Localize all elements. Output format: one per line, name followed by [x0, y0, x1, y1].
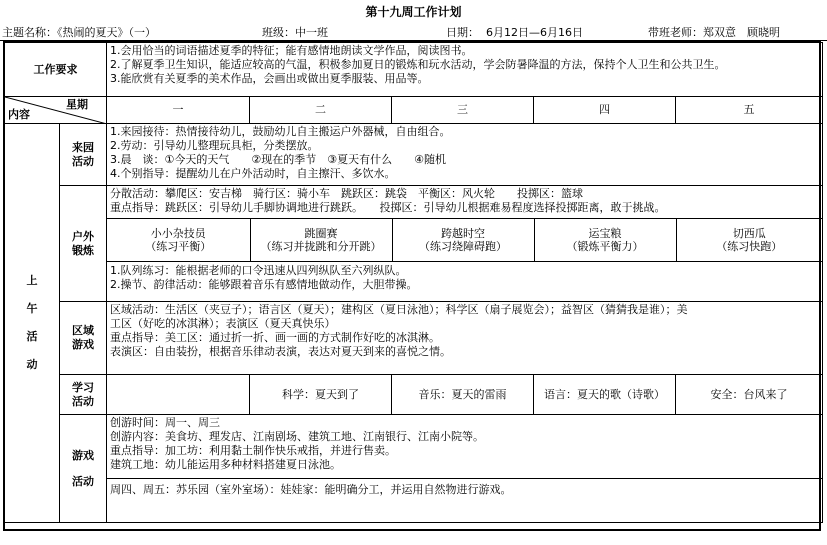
arrival-line: 3.晨 谈：①今天的天气 ②现在的季节 ③夏天有什么 ④随机: [110, 153, 446, 166]
game-note: （练习并拢跳和分开跳）: [260, 240, 382, 253]
section-char: 动: [26, 358, 38, 371]
game-line: 重点指导：加工坊：利用黏土制作快乐戒指，并进行售卖。: [110, 444, 396, 457]
arrival-line: 1.来园接待：热情接待幼儿，鼓励幼儿自主搬运户外器械，自由组合。: [110, 125, 451, 138]
requirements-row: [5, 43, 823, 97]
requirement-line: 2.了解夏季卫生知识，能适应较高的气温，积极参加夏日的锻炼和玩水活动，学会防暑降温的方法，保持个人卫生和公共卫生。: [110, 58, 726, 71]
teacher-value: 郑双意 顾晓明: [703, 26, 780, 39]
outdoor-line: 分散活动：攀爬区：安吉梯 骑行区：骑小车 跳跃区：跳袋 平衡区：风火轮 投掷区：篮球: [110, 187, 583, 200]
theme-label: 主题名称：: [2, 26, 57, 39]
teacher-label: 带班老师：: [648, 26, 703, 39]
header-divider: [0, 40, 827, 41]
area-content: [107, 302, 823, 375]
outdoor-games: [107, 218, 822, 262]
area-label-line: 游戏: [72, 338, 94, 351]
game-cell: [392, 219, 534, 261]
date-field: [446, 24, 583, 40]
game-row: [5, 415, 823, 479]
corner-cell: [5, 97, 107, 124]
game-name: 运宝粮: [588, 227, 622, 240]
game-content: [107, 415, 823, 479]
theme-value: 《热闹的夏天》（一）: [57, 26, 156, 39]
game-name: 切西瓜: [732, 227, 766, 240]
arrival-label: [60, 124, 107, 186]
corner-content-label: 内容: [8, 108, 30, 121]
outdoor-line: 重点指导：跳跃区：引导幼儿手脚协调地进行跳跃。 投掷区：引导幼儿根据难易程度选择投掷距离，敢于挑战。: [110, 201, 666, 214]
study-wednesday: 音乐：夏天的雷雨: [392, 375, 534, 415]
arrival-row: [5, 124, 823, 186]
weekday-thursday: 四: [534, 97, 676, 124]
game-label: [60, 415, 107, 523]
morning-section-label: [5, 124, 60, 523]
section-char: 活: [26, 330, 38, 343]
study-tuesday: 科学：夏天到了: [250, 375, 392, 415]
arrival-label-line: 来园: [72, 140, 94, 154]
game-extra-row: [5, 479, 823, 523]
outdoor-bottom: [107, 262, 822, 294]
game-cell: [676, 219, 822, 261]
requirement-line: 1.会用恰当的词语描述夏季的特征；能有感情地朗读文学作品，阅读图书。: [110, 44, 473, 57]
requirement-line: 3.能欣赏有关夏季的美术作品，会画出或做出夏季服装、用品等。: [110, 72, 429, 85]
arrival-line: 2.劳动：引导幼儿整理玩具柜，分类摆放。: [110, 139, 319, 152]
game-name: 跨越时空: [441, 227, 485, 240]
section-char: 上: [26, 274, 38, 287]
area-line: 表演区：自由装扮，根据音乐律动表演，表达对夏天到来的喜悦之情。: [110, 345, 451, 358]
weekday-tuesday: 二: [250, 97, 392, 124]
outdoor-line: 2.操节、韵律活动：能够跟着音乐有感情地做动作，大胆带操。: [110, 278, 418, 291]
weekday-monday: 一: [107, 97, 250, 124]
area-label-line: 区域: [72, 324, 94, 337]
requirements-label: 工作要求: [5, 43, 107, 97]
game-line: 创游时间：周一、周三: [110, 416, 220, 429]
game-extra: 周四、周五：苏乐园（室外室场）：娃娃家：能明确分工，并运用自然物进行游戏。: [107, 479, 823, 523]
area-row: [5, 302, 823, 375]
outdoor-label-line: 户外: [72, 229, 94, 243]
game-name: 小小杂技员: [150, 227, 206, 240]
game-label-line: 游戏: [72, 448, 94, 462]
area-line: 重点指导：美工区：通过折一折、画一画的方式制作好吃的冰淇淋。: [110, 331, 440, 344]
game-note: （练习快跑）: [716, 240, 783, 253]
area-line: 区域活动：生活区（夹豆子）；语言区（夏天）；建构区（夏日泳池）；科学区（扇子展览会）；益智区（猜猜我是谁）；美: [110, 303, 688, 316]
study-label-line: 活动: [72, 394, 94, 408]
requirements-content: [107, 43, 823, 97]
game-line: 建筑工地：幼儿能运用多种材料搭建夏日泳池。: [110, 458, 341, 471]
page-title: 第十九周工作计划: [365, 5, 462, 19]
outdoor-content: [107, 186, 823, 302]
game-note: （锻炼平衡力）: [566, 240, 644, 253]
plan-table: [4, 42, 823, 523]
date-label: 日期：: [446, 26, 479, 39]
class-field: [262, 24, 328, 40]
game-cell: [534, 219, 676, 261]
outdoor-line: 1.队列练习：能根据老师的口令迅速从四列纵队至六列纵队。: [110, 264, 407, 277]
weekday-header-row: [5, 97, 823, 124]
game-label-line: 活动: [72, 474, 94, 488]
area-line: 工区（好吃的冰淇淋）；表演区（夏天真快乐）: [110, 317, 336, 330]
study-label-line: 学习: [72, 380, 94, 394]
game-cell: [107, 219, 250, 261]
arrival-line: 4.个别指导：提醒幼儿在户外活动时，自主擦汗、多饮水。: [110, 167, 396, 180]
study-label: [60, 375, 107, 415]
study-thursday: 语言：夏天的歌（诗歌）: [534, 375, 676, 415]
outdoor-label-line: 锻炼: [72, 243, 94, 257]
outdoor-row: [5, 186, 823, 302]
game-line: 创游内容：美食坊、理发店、江南剧场、建筑工地、江南银行、江南小院等。: [110, 430, 484, 443]
outdoor-label: [60, 186, 107, 302]
weekday-wednesday: 三: [392, 97, 534, 124]
theme-field: [2, 24, 156, 40]
arrival-label-line: 活动: [72, 154, 94, 168]
teacher-field: [648, 24, 780, 40]
study-row: [5, 375, 823, 415]
date-value: 6月12日—6月16日: [486, 26, 583, 39]
game-note: （练习平衡）: [145, 240, 212, 253]
arrival-content: [107, 124, 823, 186]
study-monday: [107, 375, 250, 415]
game-name: 跳圈赛: [304, 227, 338, 240]
corner-weekday-label: 星期: [66, 98, 88, 111]
class-label: 班级：: [262, 26, 295, 39]
study-friday: 安全：台风来了: [676, 375, 823, 415]
outdoor-top: [107, 186, 822, 218]
section-char: 午: [26, 302, 38, 315]
class-value: 中一班: [295, 26, 328, 39]
game-note: （练习绕障碍跑）: [419, 240, 507, 253]
area-label: [60, 302, 107, 375]
weekday-friday: 五: [676, 97, 823, 124]
game-cell: [250, 219, 392, 261]
